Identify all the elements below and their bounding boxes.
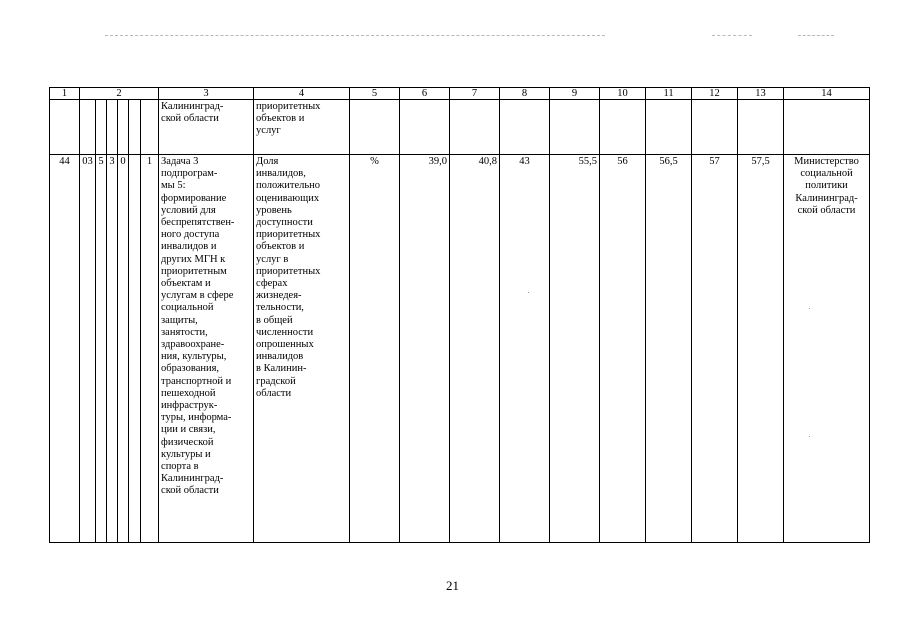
table-row (50, 155, 870, 543)
value-cell: 57 (692, 155, 738, 543)
cell-text: приоритетных объектов и услуг (256, 101, 321, 137)
code-cell (129, 155, 141, 543)
table-cell (500, 100, 550, 155)
column-header: 9 (550, 88, 600, 100)
table-cell (118, 100, 129, 155)
continuation-row (50, 100, 870, 155)
column-header: 10 (600, 88, 646, 100)
column-header: 6 (400, 88, 450, 100)
table-cell (129, 100, 141, 155)
table-cell (350, 100, 400, 155)
code-cell: 1 (141, 155, 159, 543)
column-header: 1 (50, 88, 80, 100)
table-cell (600, 100, 646, 155)
column-header: 13 (738, 88, 784, 100)
scan-speck (528, 292, 529, 293)
column-header: 4 (254, 88, 350, 100)
task-name-cell (159, 155, 254, 543)
value-cell: 57,5 (738, 155, 784, 543)
task-name-cell (159, 100, 254, 155)
table-cell (107, 100, 118, 155)
table-cell (646, 100, 692, 155)
cell-text: Калининград- ской области (161, 101, 224, 125)
column-header: 8 (500, 88, 550, 100)
table-cell (450, 100, 500, 155)
code-cell: 3 (107, 155, 118, 543)
column-header: 12 (692, 88, 738, 100)
column-header: 3 (159, 88, 254, 100)
value-cell: 43 (500, 155, 550, 543)
column-header: 7 (450, 88, 500, 100)
cell-text: Задача 3 подпрограм- мы 5: формирование условий для беспрепятствен- ного доступа инвалидов и других МГН к приоритетным объектам и услугам в сфере социальной защиты, занятости, здравоохране- ния, культуры, образования, транспортной и пешеходной инфраструк- туры, информа- ции и связи, физической культуры и спорта в Калининград- ской области (161, 156, 235, 497)
table-cell (141, 100, 159, 155)
table-cell (50, 100, 80, 155)
indicator-table (49, 87, 870, 543)
scan-speck (809, 308, 810, 309)
row-number-cell: 44 (50, 155, 80, 543)
indicator-name-cell (254, 100, 350, 155)
cell-text: Доля инвалидов, положительно оценивающих уровень доступности приоритетных объектов и услуг в приоритетных сферах жизнедея- тельности, в общей численности опрошенных инвалидов в Калинин- градской области (256, 156, 321, 399)
table-cell (550, 100, 600, 155)
cell-text: Министерство социальной политики Калининград- ской области (794, 156, 859, 216)
unit-cell: % (350, 155, 400, 543)
value-cell: 56,5 (646, 155, 692, 543)
column-header: 11 (646, 88, 692, 100)
table-cell (400, 100, 450, 155)
value-cell: 39,0 (400, 155, 450, 543)
code-cell: 5 (96, 155, 107, 543)
header-rule (712, 35, 752, 36)
responsible-cell (784, 155, 870, 543)
code-cell: 03 (80, 155, 96, 543)
table-cell (784, 100, 870, 155)
code-cell: 0 (118, 155, 129, 543)
header-rule (105, 35, 605, 36)
table-cell (692, 100, 738, 155)
column-header: 5 (350, 88, 400, 100)
indicator-name-cell (254, 155, 350, 543)
scan-speck (809, 436, 810, 437)
page-number: 21 (446, 578, 459, 593)
column-header: 14 (784, 88, 870, 100)
column-header: 2 (80, 88, 159, 100)
table-cell (80, 100, 96, 155)
value-cell: 56 (600, 155, 646, 543)
value-cell: 55,5 (550, 155, 600, 543)
value-cell: 40,8 (450, 155, 500, 543)
table-cell (738, 100, 784, 155)
table-cell (96, 100, 107, 155)
header-rule (798, 35, 834, 36)
column-number-row (50, 88, 870, 100)
